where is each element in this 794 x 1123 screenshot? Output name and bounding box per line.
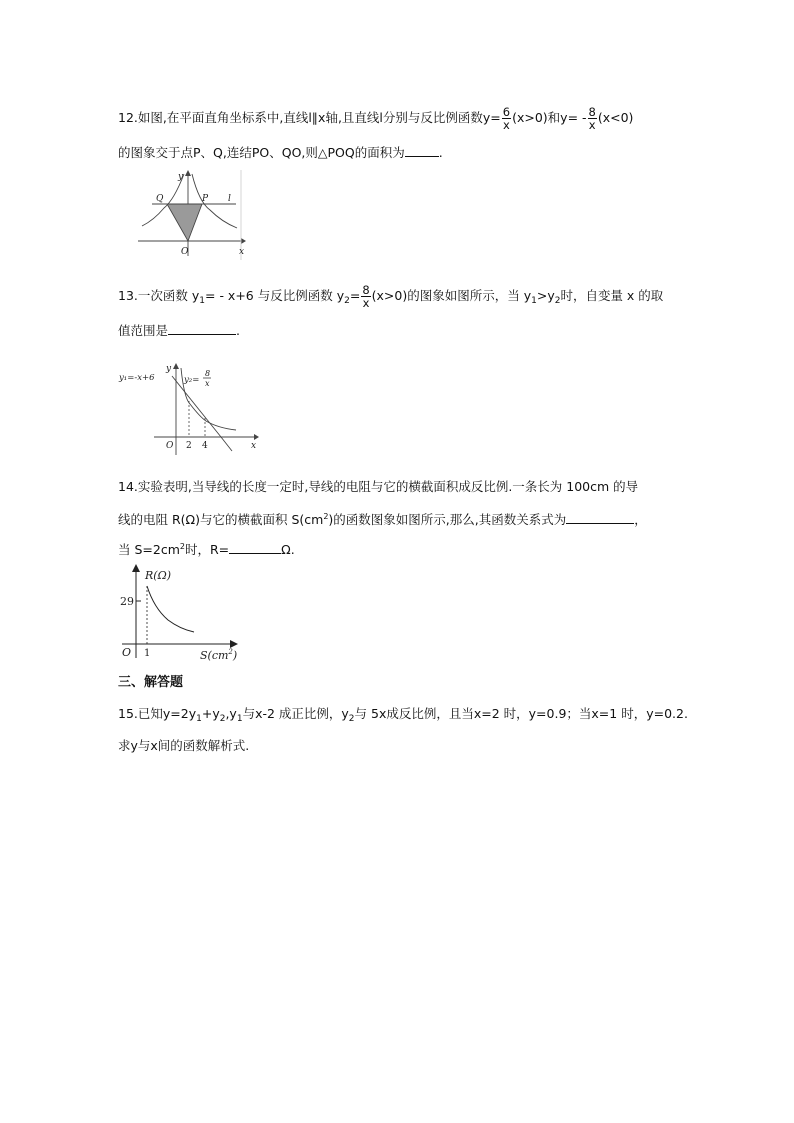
q13-fig-y-label: y <box>166 364 172 374</box>
q14-figure <box>118 562 248 662</box>
q13-line1: 13.一次函数 $y_1= - x+6$ 与反比例函数 $y_2=$ $\frac{8}{x}$ (x>0)的图象如图所示，当 $y_1>y_2$时，自变量 x 的取 <box>118 283 664 310</box>
q15-line2: 求y与x间的函数解析式. <box>118 738 250 753</box>
q14-line1: 14.实验表明,当导线的长度一定时,导线的电阻与它的横截面积成反比例.一条长为 100cm 的导 <box>118 479 639 494</box>
q12-answer-blank[interactable] <box>405 144 439 157</box>
q13-fraction: $\frac{8}{x}$ <box>362 283 370 310</box>
q13-fig-x-label: x <box>251 441 257 451</box>
q13-answer-blank[interactable] <box>168 322 236 335</box>
q13-fig-tick-4: 4 <box>202 441 208 451</box>
q12-fig-x-label: x <box>239 247 245 257</box>
q12-text-a: 12.如图,在平面直角坐标系中,直线l∥x轴,且直线l分别与反比例函数y= <box>118 110 501 125</box>
q14-formula-blank[interactable] <box>566 511 634 524</box>
q13-figure <box>118 362 268 458</box>
q14-line3: 当 $S=2cm^2$时，R= Ω. <box>118 542 295 557</box>
q14-fig-o-label: O <box>122 646 132 659</box>
q14-fig-tick-1: 1 <box>144 648 151 659</box>
q12-fraction-1: $\frac{6}{x}$ <box>502 105 511 132</box>
q12-line2: 的图象交于点P、Q,连结PO、QO,则△POQ的面积为 . <box>118 145 443 160</box>
q14-r-blank[interactable] <box>229 541 281 554</box>
q12-text-2: 的图象交于点P、Q,连结PO、QO,则△POQ的面积为 <box>118 145 405 160</box>
q13-fig-o-label: O <box>166 441 174 451</box>
q14-fig-tick-29: 29 <box>120 595 134 608</box>
q13-fig-tick-2: 2 <box>186 441 192 451</box>
q12-figure <box>138 170 248 260</box>
q12-fig-p-label: P <box>202 194 209 204</box>
q15-line1: 15.已知$y=2y_1+y_2,y_1$与x-2 成正比例，$y_2$与 5x成反比例，且当x=2 时，y=0.9；当x=1 时，y=0.2. <box>118 706 688 724</box>
q13-fig-label-2-den: x <box>205 379 210 388</box>
q12-text-c: (x<0) <box>597 110 634 125</box>
q12-fig-o-label: O <box>181 247 189 257</box>
q13-fig-label-2-num: 8 <box>205 369 211 378</box>
q12-fig-l-label: l <box>228 194 231 204</box>
q13-fig-label-2: y₂= <box>184 375 200 385</box>
q12-fig-q-label: Q <box>156 194 164 204</box>
q12-fraction-2: $\frac{8}{x}$ <box>588 105 596 132</box>
q12-line1 <box>118 106 633 131</box>
q14-fig-y-label: R(Ω) <box>145 569 171 582</box>
q14-fig-x-label: $S(cm^2)$ <box>200 648 238 662</box>
q13-line2: 值范围是 . <box>118 323 240 338</box>
section-3-heading: 三、解答题 <box>118 675 184 690</box>
q14-line2: 线的电阻 R(Ω)与它的横截面积 $S(cm^2)$的函数图象如图所示,那么,其函数关系式为 ， <box>118 512 647 527</box>
q13-fig-label-1: y₁=-x+6 <box>119 373 155 383</box>
q12-text-b: (x>0)和y= - <box>512 110 587 125</box>
q12-fig-y-label: y <box>178 172 184 182</box>
